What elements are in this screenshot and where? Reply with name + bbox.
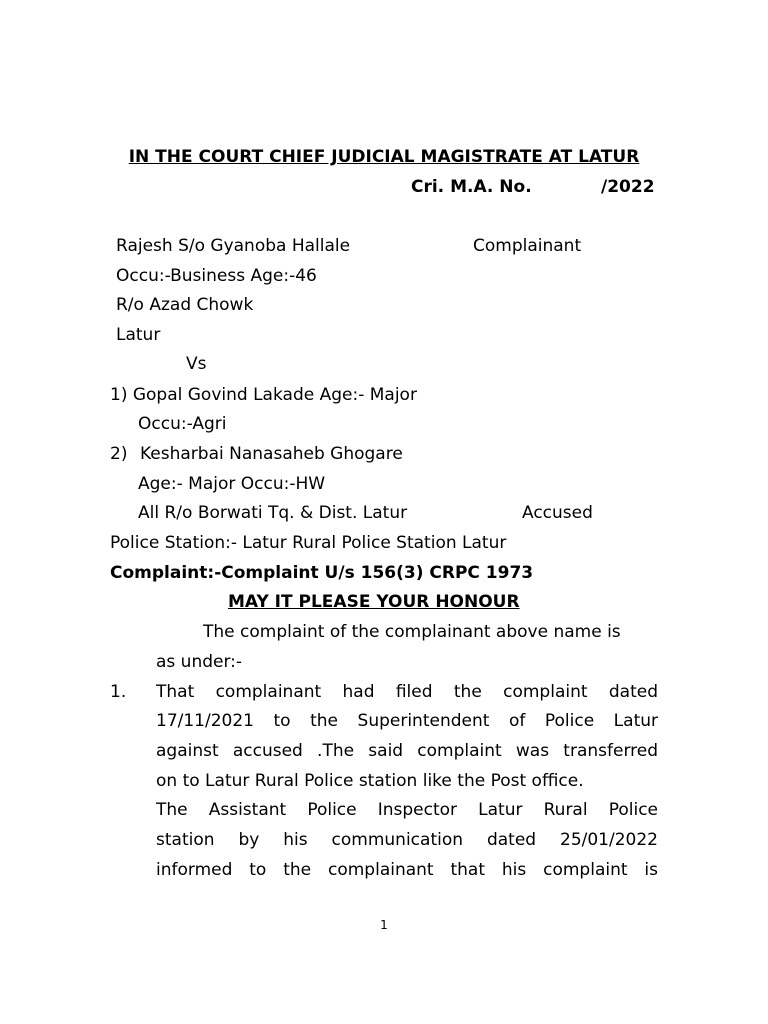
paragraph-1-line: That complainant had filed the complaint dated xyxy=(156,682,658,702)
accused-residence: All R/o Borwati Tq. & Dist. Latur xyxy=(138,503,408,523)
police-station: Police Station:- Latur Rural Police Station Latur xyxy=(110,533,507,553)
complainant-city: Latur xyxy=(116,325,161,345)
versus-label: Vs xyxy=(186,354,207,374)
complaint-title: Complaint:-Complaint U/s 156(3) CRPC 1973 xyxy=(110,563,534,583)
complainant-occupation: Occu:-Business Age:-46 xyxy=(116,266,317,286)
paragraph-1-line: against accused .The said complaint was transferred xyxy=(156,741,658,761)
complainant-residence: R/o Azad Chowk xyxy=(116,295,254,315)
accused-first-occupation: Occu:-Agri xyxy=(138,414,227,434)
page-number: 1 xyxy=(380,918,388,932)
paragraph-2-line: The Assistant Police Inspector Latur Rural Police xyxy=(156,800,658,820)
accused-role: Accused xyxy=(522,503,593,523)
accused-second-name: Kesharbai Nanasaheb Ghogare xyxy=(140,444,403,464)
case-number-label: Cri. M.A. No. xyxy=(411,177,532,197)
case-number-year: /2022 xyxy=(601,177,655,197)
accused-second-number: 2) xyxy=(110,444,128,464)
complainant-role: Complainant xyxy=(473,236,582,256)
accused-second-details: Age:- Major Occu:-HW xyxy=(138,474,326,494)
paragraph-2-line: informed to the complainant that his complaint is xyxy=(156,860,658,880)
salutation: MAY IT PLEASE YOUR HONOUR xyxy=(228,592,520,612)
paragraph-2-line: station by his communication dated 25/01/2022 xyxy=(156,830,658,850)
paragraph-1-last-line: on to Latur Rural Police station like the Post office. xyxy=(156,771,584,791)
paragraph-1-number: 1. xyxy=(110,682,127,702)
complainant-name: Rajesh S/o Gyanoba Hallale xyxy=(116,236,351,256)
intro-line-2: as under:- xyxy=(156,652,243,672)
intro-line-1: The complaint of the complainant above name is xyxy=(203,622,621,642)
paragraph-1-line: 17/11/2021 to the Superintendent of Police Latur xyxy=(156,711,658,731)
court-title: IN THE COURT CHIEF JUDICIAL MAGISTRATE AT LATUR xyxy=(128,147,640,167)
accused-first: 1) Gopal Govind Lakade Age:- Major xyxy=(110,385,417,405)
